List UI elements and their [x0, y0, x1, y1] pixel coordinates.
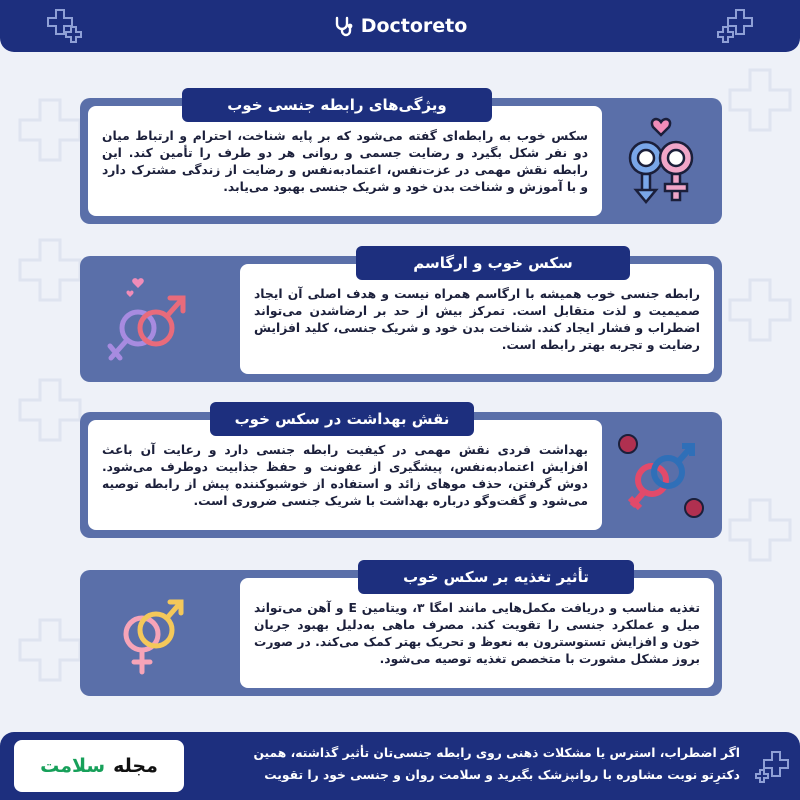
gender-symbols-germs-icon	[608, 422, 714, 528]
section-card-2	[80, 256, 722, 382]
section-body: رابطه جنسی خوب همیشه با ارگاسم همراه نیست و هدف اصلی آن ایجاد صمیمیت و لذت متقابل است. تمرکز بیش از حد بر ارضاشدن می‌تواند اضطراب و فشار ایجاد کند. شناخت بدن خود و شریک جنسی، کلید افزایش رضایت و تجربه بهتر رابطه است.	[254, 287, 700, 352]
footer-line-1: اگر اضطراب، استرس یا مشکلات ذهنی روی رابطه جنسی‌تان تأثیر گذاشته، همین	[253, 746, 740, 760]
footer-line-2: دکترِتو نوبت مشاوره با روانپزشک بگیرید و سلامت روان و جنسی خود را تقویت	[264, 768, 740, 782]
health-magazine-badge[interactable]	[14, 740, 184, 792]
section-body: بهداشت فردی نقش مهمی در کیفیت رابطه جنسی دارد و رعایت آن باعث افزایش اعتمادبه‌نفس، پیشگیری از عفونت و حفظ جذابیت دوطرف می‌شود. دوش گرفتن، حذف موهای زائد و استفاده از خوشبوکننده پیش از رابطه توصیه می‌شود و گفت‌وگو درباره بهداشت با شریک جنسی ضروری است.	[102, 443, 588, 508]
section-title: ویژگی‌های رابطه جنسی خوب	[182, 88, 492, 122]
section-text-box	[88, 106, 602, 216]
stethoscope-icon	[333, 15, 355, 37]
section-body: تغذیه مناسب و دریافت مکمل‌هایی مانند امگا ۳، ویتامین E و آهن می‌تواند میل و عملکرد جنسی را تقویت کند. مصرف ماهی به‌دلیل بهبود جریان خون و افزایش تستوسترون به نعوظ و تحریک بهتر کمک می‌کند. در صورت بروز مشکل مشورت با متخصص تغذیه توصیه می‌شود.	[254, 601, 700, 666]
badge-word-magazine: مجله	[113, 755, 158, 777]
header-right-cross-icon	[716, 6, 756, 46]
section-text-box	[240, 264, 714, 374]
section-body: سکس خوب به رابطه‌ای گفته می‌شود که بر پایه شناخت، احترام و ارتباط میان دو نفر شکل بگیرد و رضایت جسمی و روانی هر دو طرف را تأمین کند. این رابطه نقش مهمی در عزت‌نفس، اعتمادبه‌نفس و رضایت از زندگی مشترک دارد و با آموزش و شناخت بدن خود و شریک جنسی بهبود می‌یابد.	[102, 129, 588, 194]
gender-symbols-heart-icon	[608, 108, 714, 214]
header-left-cross-icon	[44, 6, 84, 46]
section-text-box	[88, 420, 602, 530]
brand-logo[interactable]	[333, 15, 468, 37]
header-bar	[0, 0, 800, 52]
footer-text	[180, 742, 740, 786]
section-title: نقش بهداشت در سکس خوب	[210, 402, 474, 436]
badge-word-health: سلامت	[40, 755, 106, 777]
section-text-box	[240, 578, 714, 688]
linked-gender-symbols-icon	[94, 266, 200, 372]
footer-cross-icon	[754, 746, 794, 786]
brand-name: Doctoreto	[360, 15, 468, 37]
section-card-3	[80, 412, 722, 538]
section-title: سکس خوب و ارگاسم	[356, 246, 630, 280]
footer-bar	[0, 732, 800, 800]
section-title: تأثیر تغذیه بر سکس خوب	[358, 560, 634, 594]
section-card-1	[80, 98, 722, 224]
section-card-4	[80, 570, 722, 696]
gender-symbols-pastel-icon	[94, 580, 200, 686]
